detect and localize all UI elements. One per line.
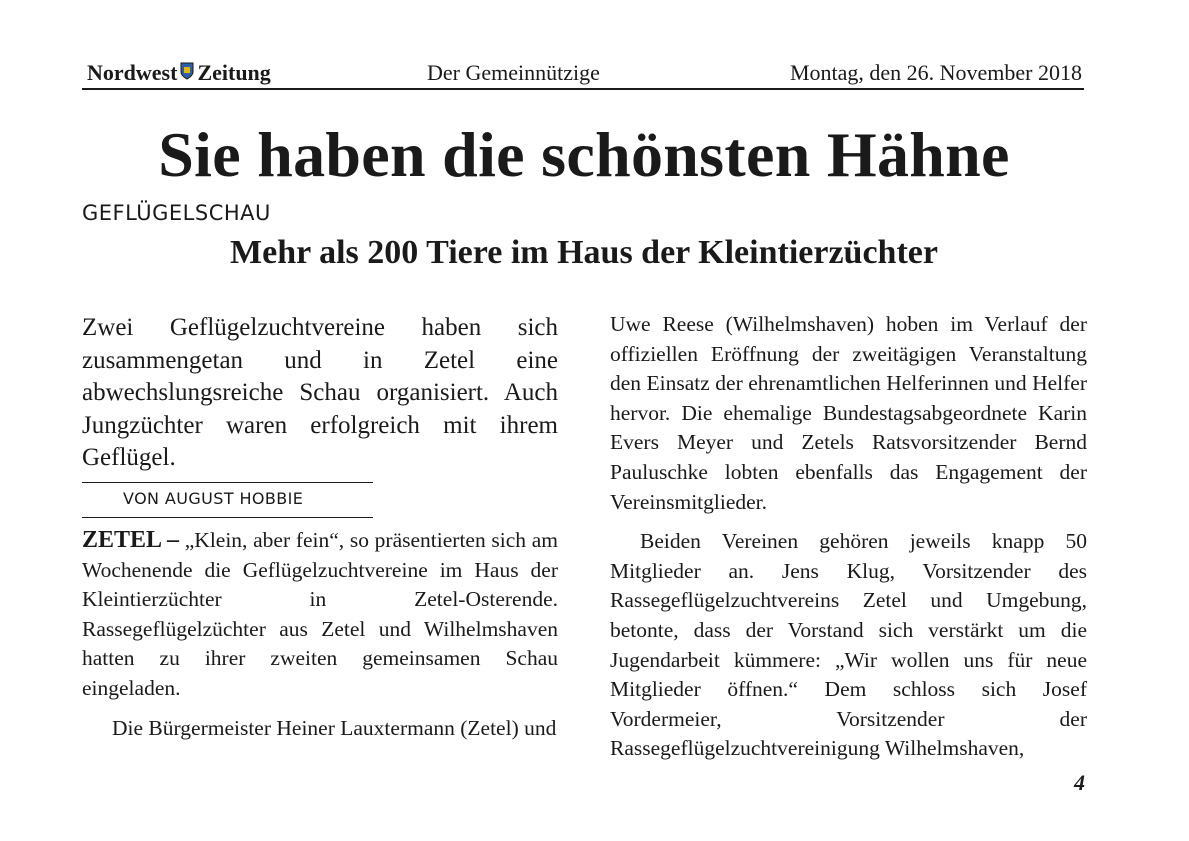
article-paragraph-3: Beiden Vereinen gehören jeweils knapp 50 Mitglieder an. Jens Klug, Vorsitzender des Rassegeflügelzuchtvereins Zetel und Umgebung, betonte, dass der Vorstand sich verstärkt um die Jugendarbeit kümmere: „Wir wollen uns für neue Mitglieder öffnen.“ Dem schloss sich Josef Vordermeier, Vorsitzender der Rassegeflügelzuchtvereinigung Wilhelmshaven, bbox=[610, 529, 1087, 761]
brand-name-right: Zeitung bbox=[197, 60, 271, 85]
article-headline: Sie haben die schönsten Hähne bbox=[158, 119, 1010, 190]
issue-date: Montag, den 26. November 2018 bbox=[789, 60, 1082, 85]
article-paragraph-1 bbox=[82, 526, 558, 704]
supplement-title: Der Gemeinnützige bbox=[427, 60, 600, 85]
article-paragraph-2: Die Bürgermeister Heiner Lauxtermann (Zetel) und bbox=[112, 715, 557, 740]
article-paragraph-2-continued: Uwe Reese (Wilhelmshaven) hoben im Verlauf der offiziellen Eröffnung der zweitägigen Veranstaltung den Einsatz der ehrenamtlichen Helferinnen und Helfer hervor. Die ehemalige Bundestagsabgeordnete Karin Evers Meyer und Zetels Ratsvorsitzender Bernd Pauluschke lobten ebenfalls das Engagement der Vereinsmitglieder. bbox=[610, 312, 1087, 514]
article-column-right bbox=[610, 310, 1087, 764]
article-subheadline: Mehr als 200 Tiere im Haus der Kleintierzüchter bbox=[230, 234, 938, 271]
article-kicker: GEFLÜGELSCHAU bbox=[82, 201, 271, 225]
paragraph-1-text: „Klein, aber fein“, so präsentierten sich am Wochenende die Geflügelzuchtvereine im Haus der Kleintierzüchter in Zetel-Osterende. Rassegeflügelzüchter aus Zetel und Wilhelmshaven hatten zu ihrer zweiten gemeinsamen Schau eingeladen. bbox=[82, 528, 558, 700]
article-column-left bbox=[82, 526, 558, 743]
brand-name-left: Nordwest bbox=[87, 60, 178, 85]
page-number: 4 bbox=[1074, 770, 1085, 795]
dateline: ZETEL – bbox=[82, 527, 180, 553]
byline-author: VON AUGUST HOBBIE bbox=[123, 489, 304, 508]
masthead-brand bbox=[87, 60, 271, 86]
newspaper-header bbox=[82, 58, 1084, 90]
crest-icon bbox=[180, 60, 194, 86]
article-byline bbox=[82, 482, 373, 518]
article-teaser: Zwei Geflügelzuchtvereine haben sich zusammengetan und in Zetel eine abwechslungsreiche Schau organisiert. Auch Jungzüchter waren erfolgreich mit ihrem Geflügel. bbox=[82, 314, 558, 471]
